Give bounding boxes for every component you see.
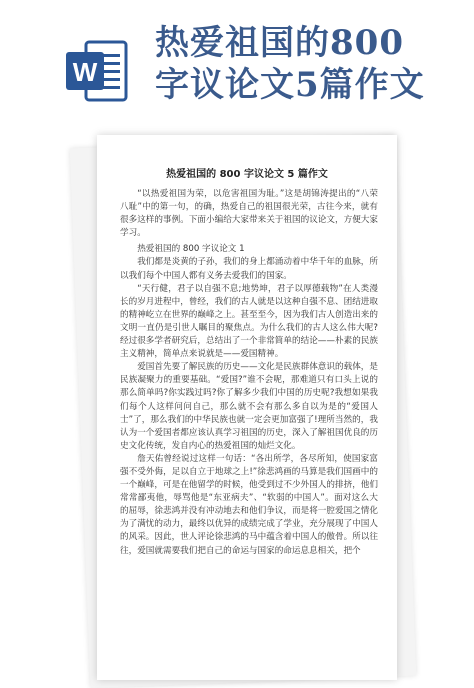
banner-title [155,22,465,106]
header-banner [0,0,474,125]
intro-paragraph: “以热爱祖国为荣，以危害祖国为耻。”这是胡锦涛提出的“八荣八耻”中的第一句，的确，热爱自己的祖国很光荣，古往今来，就有很多这样的事例。下面小编给大家带来关于祖国的议论文，方便大家学习。 [120,189,378,239]
body-paragraph: 爱国首先要了解民族的历史——文化是民族群体意识的载体，是民族凝聚力的重要基础。“爱国?”谁不会呢，那难道只有口头上说的那么简单吗?你实践过吗?你了解多少我们中国的历史呢?我想如果我们每个人这样问问自己，那么就不会有那么多自以为是的“爱国人士”了，那么我们的中华民族也就一定会更加富强了!理所当然的，我认为一个爱国者都应该认真学习祖国的历史，深入了解祖国优良的历史文化传统，发自内心的热爱祖国的灿烂文化。 [120,362,378,451]
document-page [97,135,397,680]
document-body [120,188,378,558]
body-paragraph: 我们都是炎黄的子孙，我们的身上都涌动着中华千年的血脉，所以我们每个中国人都有义务去爱我们的国家。 [120,257,378,281]
section-heading: 热爱祖国的 800 字议论文 1 [137,244,245,255]
document-title: 热爱祖国的 800 字议论文 5 篇作文 [166,169,328,180]
body-paragraph: “天行健，君子以自强不息;地势坤，君子以厚德载物”在人类漫长的岁月进程中，曾经，我们的古人就是以这种自强不息、团结进取的精神屹立在世界的巅峰之上。甚至至今，因为我们古人创造出来的文明一直仍是引世人瞩目的聚焦点。为什么我们的古人这么伟大呢?经过很多学者研究后，总结出了一个非常简单的结论——朴素的民族主义精神，简单点来说就是——爱国精神。 [120,283,378,360]
banner-title-line-2: 字议论文5篇作文 [155,65,425,105]
word-icon-letter: W [72,57,98,87]
banner-title-line-1: 热爱祖国的800 [155,23,404,63]
word-document-icon [64,38,130,104]
body-paragraph: 詹天佑曾经说过这样一句话：“各出所学，各尽所知，使国家富强不受外侮，足以自立于地球之上!”徐悲鸿画的马算是我们国画中的一个巅峰，可是在他留学的时候，他受到过不少外国人的排挤，他们常常鄙夷他，辱骂他是“东亚病夫”、“软弱的中国人”。面对这么大的屈辱，徐悲鸿并没有冲动地去和他们争议，而是将一腔爱国之情化为了满忧的动力，最终以优异的成绩完成了学业，充分展现了中国人的风采。因此，世人评论徐悲鸿的马中蕴含着中国人的傲骨。所以往往，爱国就需要我们把自己的命运与国家的命运息息相关，把个 [120,453,378,556]
